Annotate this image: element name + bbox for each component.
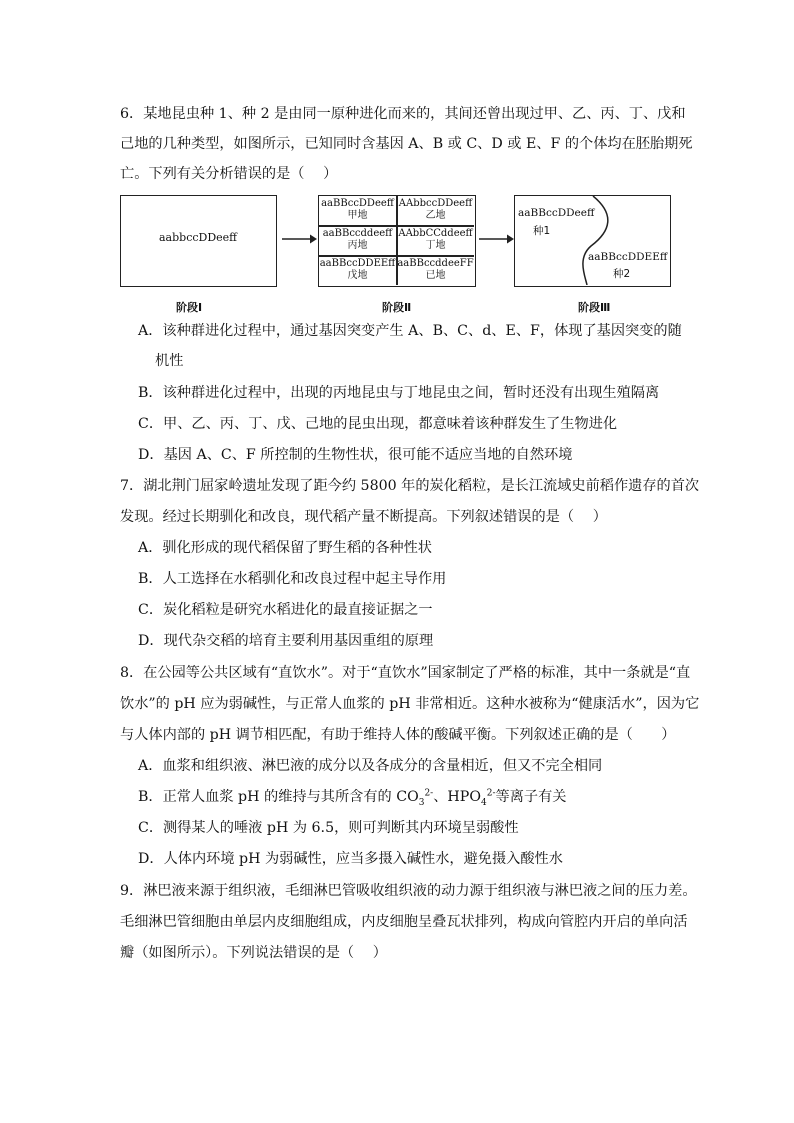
q8-option-c: C．测得某人的唾液 pH 为 6.5，则可判断其内环境呈弱酸性: [138, 820, 519, 836]
stage2-cell-ji: [397, 258, 474, 282]
q7-option-d: D．现代杂交稻的培育主要利用基因重组的原理: [138, 633, 434, 649]
species1-genotype: aaBBccDDeeff: [518, 207, 595, 219]
q7-line-1: 7．湖北荆门屈家岭遗址发现了距今约 5800 年的炭化稻粒，是长江流域史前稻作遗存的首次: [120, 478, 700, 494]
q8-option-b-mid: 、HPO: [433, 789, 481, 805]
q7-option-c: C．炭化稻粒是研究水稻进化的最直接证据之一: [138, 602, 433, 618]
q8-option-b-sup2: 2-: [486, 788, 496, 799]
cell-place: 乙地: [425, 210, 446, 221]
q6-option-d: D．基因 A、C、F 所控制的生物性状，很可能不适应当地的自然环境: [138, 447, 573, 463]
q6-line-2: 己地的几种类型，如图所示，已知同时含基因 A、B 或 C、D 或 E、F 的个体均在胚胎期死: [120, 136, 693, 152]
stage1-genotype: aabbccDDeeff: [159, 231, 237, 244]
q8-line-3: 与人体内部的 pH 调节相匹配，有助于维持人体的酸碱平衡。下列叙述正确的是（ ）: [120, 727, 676, 743]
species2-genotype: aaBBccDDEEff: [588, 251, 668, 263]
q8-option-b-sub2: 4: [480, 797, 487, 808]
cell-genotype: AAbbCCddeeff: [398, 228, 473, 239]
cell-place: 已地: [425, 270, 446, 281]
cell-place: 丙地: [347, 240, 368, 251]
cell-place: 丁地: [425, 240, 446, 251]
q8-option-d: D．人体内环境 pH 为弱碱性，应当多摄入碱性水，避免摄入酸性水: [138, 851, 563, 867]
q9-line-3: 瓣（如图所示）。下列说法错误的是（ ）: [120, 945, 387, 961]
q7-option-a: A．驯化形成的现代稻保留了野生稻的各种性状: [138, 540, 432, 556]
q6-line-3: 亡。下列有关分析错误的是（ ）: [120, 166, 338, 182]
stage2-cell-ding: [397, 228, 474, 252]
q8-line-1: 8．在公园等公共区域有“直饮水”。对于“直饮水”国家制定了严格的标准，其中一条就是“直: [120, 665, 691, 681]
stage3-label: 阶段Ⅲ: [578, 301, 611, 314]
cell-genotype: AAbbccDDeeff: [398, 198, 473, 209]
q8-option-b-sub1: 3: [418, 797, 425, 808]
q9-line-2: 毛细淋巴管细胞由单层内皮细胞组成，内皮细胞呈叠瓦状排列，构成向管腔内开启的单向活: [120, 914, 688, 930]
q8-option-b-post: 等离子有关: [495, 789, 567, 805]
stage2-cell-jia: [319, 198, 396, 222]
q8-option-a: A．血浆和组织液、淋巴液的成分以及各成分的含量相近，但又不完全相同: [138, 758, 603, 774]
q8-option-b-pre: B．正常人血浆 pH 的维持与其所含有的 CO: [138, 789, 419, 805]
stage3-box: [514, 195, 671, 287]
stage2-cell-bing: [319, 228, 396, 252]
species2-name: 种2: [613, 268, 631, 280]
species1-name: 种1: [533, 225, 551, 237]
q6-option-b: B．该种群进化过程中，出现的丙地昆虫与丁地昆虫之间，暂时还没有出现生殖隔离: [138, 385, 660, 401]
q7-option-b: B．人工选择在水稻驯化和改良过程中起主导作用: [138, 571, 447, 587]
stage2-grid: [318, 195, 476, 287]
stage1-label: 阶段Ⅰ: [176, 301, 203, 314]
cell-genotype: aaBBccDDEEff: [319, 258, 396, 269]
q7-line-2: 发现。经过长期驯化和改良，现代稻产量不断提高。下列叙述错误的是（ ）: [120, 509, 607, 525]
q6-line-1: 6．某地昆虫种 1、种 2 是由同一原种进化而来的，其间还曾出现过甲、乙、丙、丁、戊和: [120, 106, 686, 122]
q9-line-1: 9．淋巴液来源于组织液，毛细淋巴管吸收组织液的动力源于组织液与淋巴液之间的压力差。: [120, 883, 697, 899]
q8-line-2: 饮水”的 pH 应为弱碱性，与正常人血浆的 pH 非常相近。这种水被称为“健康活水”，因为它: [120, 696, 700, 712]
arrow-right-icon: [479, 233, 515, 245]
cell-genotype: aaBBccddeeff: [322, 228, 393, 239]
cell-place: 甲地: [347, 210, 368, 221]
arrow-right-icon: [282, 233, 318, 245]
q6-option-a-cont: 机性: [155, 353, 184, 369]
cell-genotype: aaBBccDDeeff: [321, 198, 394, 209]
cell-place: 戊地: [347, 270, 368, 281]
q8-option-b-sup1: 2-: [424, 788, 434, 799]
stage2-label: 阶段Ⅱ: [382, 301, 412, 314]
q8-option-b: [138, 788, 566, 806]
q6-option-a: A．该种群进化过程中，通过基因突变产生 A、B、C、d、E、F，体现了基因突变的随: [138, 323, 682, 339]
stage2-cell-yi: [397, 198, 474, 222]
stage2-cell-wu: [319, 258, 396, 282]
evolution-figure: [0, 0, 794, 330]
cell-genotype: aaBBccddeeFF: [397, 258, 474, 269]
stage1-box: [120, 195, 277, 287]
q6-option-c: C．甲、乙、丙、丁、戊、己地的昆虫出现，都意味着该种群发生了生物进化: [138, 416, 618, 432]
